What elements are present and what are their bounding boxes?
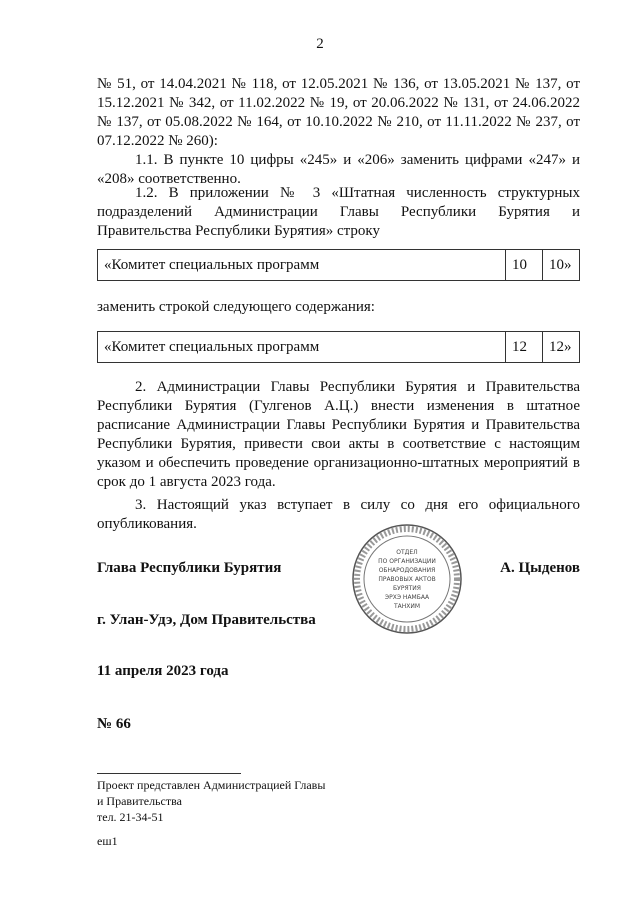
seal-line: БУРЯТИЯ — [393, 585, 421, 592]
intro-paragraph: № 51, от 14.04.2021 № 118, от 12.05.2021 № 136, от 13.05.2021 № 137, от 15.12.2021 № 342, от 11.02.2022 № 19, от 20.06.2022 № 131, от 24.06.2022 № 137, от 05.08.2022 № 164, от 10.10.2022 № 210, от 11.11.2022 № 237, от 07.12.2022 № 260): — [97, 76, 580, 149]
table-cell-value-2: 12» — [543, 332, 580, 363]
footnote-line-3: тел. 21-34-51 — [97, 810, 164, 824]
old-row-table — [97, 249, 580, 281]
seal-line: ОТДЕЛ — [396, 549, 418, 556]
seal-line: ПО ОРГАНИЗАЦИИ — [378, 558, 436, 565]
footnote-line-2: и Правительства — [97, 794, 182, 808]
seal-line: ТАНХИМ — [393, 603, 421, 610]
official-seal — [322, 522, 492, 637]
seal-line: ОБНАРОДОВАНИЯ — [378, 567, 436, 574]
table-row — [98, 332, 580, 363]
table-cell-name: «Комитет специальных программ — [98, 332, 506, 363]
item-1-2: 1.2. В приложении № 3 «Штатная численность структурных подразделений Администрации Главы Республики Бурятия и Правительства Республики Бурятия» строку — [97, 185, 580, 239]
table-row — [98, 250, 580, 281]
signature-title: Глава Республики Бурятия — [97, 560, 282, 576]
item-3: 3. Настоящий указ вступает в силу со дня его официального опубликования. — [97, 497, 580, 532]
page-number: 2 — [316, 36, 324, 52]
item-2: 2. Администрации Главы Республики Бурятия и Правительства Республики Бурятия (Гулгенов А.Ц.) внести изменения в штатное расписание Администрации Главы Республики Бурятия и Правительства Республики Бурятия, привести свои акты в соответствие с настоящим указом и обеспечить проведение организационно-штатных мероприятий в срок до 1 августа 2023 года. — [97, 379, 580, 490]
place: г. Улан-Удэ, Дом Правительства — [97, 612, 316, 628]
seal-line: ПРАВОВЫХ АКТОВ — [378, 576, 436, 583]
table-cell-value-1: 10 — [506, 250, 543, 281]
replace-text: заменить строкой следующего содержания: — [97, 299, 375, 315]
seal-line: ЭРХЭ НАМБАА — [384, 594, 430, 601]
date: 11 апреля 2023 года — [97, 663, 229, 679]
new-row-table — [97, 331, 580, 363]
decree-number: № 66 — [97, 716, 131, 732]
initials: еш1 — [97, 834, 118, 848]
table-cell-name: «Комитет специальных программ — [98, 250, 506, 281]
table-cell-value-2: 10» — [543, 250, 580, 281]
signature-name: А. Цыденов — [500, 560, 580, 576]
footnote-divider — [97, 773, 241, 774]
footnote-line-1: Проект представлен Администрацией Главы — [97, 778, 326, 792]
table-cell-value-1: 12 — [506, 332, 543, 363]
item-1-1: 1.1. В пункте 10 цифры «245» и «206» заменить цифрами «247» и «208» соответственно. — [97, 152, 580, 187]
